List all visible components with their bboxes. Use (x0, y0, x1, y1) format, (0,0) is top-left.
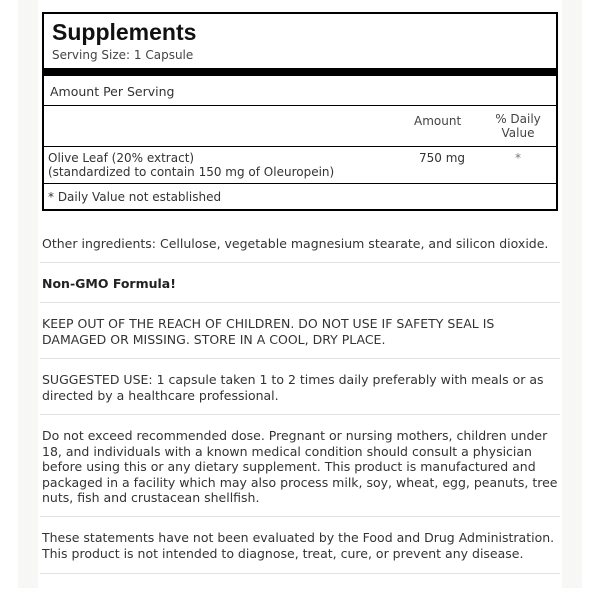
daily-value-header-line2: Value (501, 126, 535, 140)
divider (40, 414, 560, 415)
supplement-facts-panel (42, 12, 558, 211)
facts-header (44, 14, 556, 68)
other-ingredients: Other ingredients: Cellulose, vegetable magnesium stearate, and silicon dioxide. (42, 236, 549, 251)
amount-per-serving: Amount Per Serving (44, 76, 556, 106)
divider (40, 302, 560, 303)
daily-value-column-header (488, 112, 548, 140)
daily-value-header-line1: % Daily (495, 112, 541, 126)
fda-disclaimer: These statements have not been evaluated by the Food and Drug Administration. This product is not intended to diagnose, treat, cure, or prevent any disease. (42, 530, 555, 561)
thick-divider (44, 68, 556, 76)
divider (40, 573, 560, 574)
facts-title: Supplements (52, 19, 197, 45)
amount-column-header: Amount (414, 114, 462, 128)
ingredient-name-line1: Olive Leaf (20% extract) (48, 151, 195, 165)
non-gmo-statement: Non-GMO Formula! (42, 276, 176, 291)
divider (40, 358, 560, 359)
divider (40, 262, 560, 263)
warning-text: KEEP OUT OF THE REACH OF CHILDREN. DO NOT USE IF SAFETY SEAL IS DAMAGED OR MISSING. STORE IN A COOL, DRY PLACE. (42, 316, 495, 347)
facts-footnote: * Daily Value not established (48, 190, 222, 204)
caution-text: Do not exceed recommended dose. Pregnant or nursing mothers, children under 18, and individuals with a known medical condition should consult a physician before using this or any dietary supplement. This product is manufactured and packaged in a facility which may also process milk, soy, wheat, egg, peanuts, tree nuts, fish and crustacean shellfish. (42, 428, 558, 505)
ingredient-daily-value: * (515, 151, 521, 165)
suggested-use: SUGGESTED USE: 1 capsule taken 1 to 2 times daily preferably with meals or as directed by a healthcare professional. (42, 372, 544, 403)
ingredient-name (48, 151, 334, 179)
ingredient-row (44, 147, 556, 184)
ingredient-amount: 750 mg (419, 151, 466, 165)
serving-size: Serving Size: 1 Capsule (52, 48, 194, 62)
ingredient-name-line2: (standardized to contain 150 mg of Oleuropein) (48, 165, 335, 179)
column-headers (44, 106, 556, 147)
divider (40, 516, 560, 517)
